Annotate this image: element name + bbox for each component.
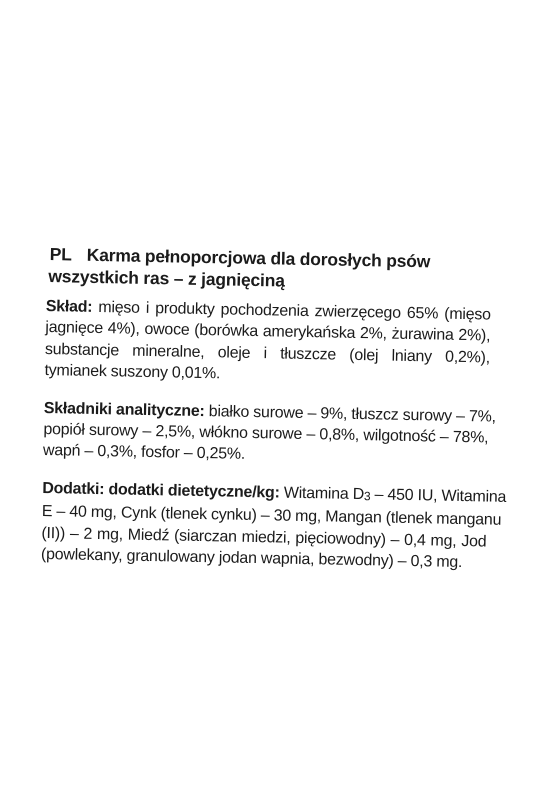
composition-heading: Skład: — [45, 297, 93, 316]
additives-line-2: E – 40 mg, Cynk (tlenek cynku) – 30 mg, Mangan (tlenek manganu — [41, 503, 502, 530]
analytical-text-1: białko surowe – 9%, tłuszcz surowy – 7%, — [204, 402, 496, 426]
analytical-section — [42, 398, 496, 471]
product-label-text — [40, 243, 507, 590]
composition-section — [44, 296, 491, 390]
language-code: PL — [49, 244, 72, 265]
vitamin-d-subscript: 3 — [363, 488, 371, 504]
composition-text-1: mięso i produkty pochodzenia zwierzęcego 65% (mięso — [92, 298, 491, 324]
analytical-line-2: popiół surowy – 2,5%, włókno surowe – 0,8%, wilgotność – 78%, — [43, 420, 489, 447]
title-line-1: Karma pełnoporcjowa dla dorosłych psów — [86, 244, 431, 272]
title-line-2: wszystkich ras – z jagnięciną — [48, 266, 285, 291]
additives-text-1a: Witamina D — [279, 484, 365, 503]
analytical-line-3: wapń – 0,3%, fosfor – 0,25%. — [42, 442, 246, 464]
composition-line-4: tymianek suszony 0,01%. — [44, 362, 221, 383]
additives-text-1b: – 450 IU, Witamina — [370, 486, 507, 506]
analytical-heading: Składniki analityczne: — [43, 399, 205, 420]
additives-line-4: (powlekany, granulowany jodan wapnia, bezwodny) – 0,3 mg. — [40, 546, 463, 572]
product-title — [46, 243, 492, 296]
additives-line-3: (II)) – 2 mg, Miedź (siarczan miedzi, pięciowodny) – 0,4 mg, Jod — [41, 524, 487, 551]
additives-section — [40, 478, 507, 574]
additives-heading: Dodatki: dodatki dietetyczne/kg: — [42, 479, 280, 502]
composition-line-3: substancje mineralne, oleje i tłuszcze (olej lniany 0,2%), — [44, 340, 491, 367]
composition-line-2: jagnięce 4%), owoce (borówka amerykańska 2%, żurawina 2%), — [45, 319, 491, 345]
